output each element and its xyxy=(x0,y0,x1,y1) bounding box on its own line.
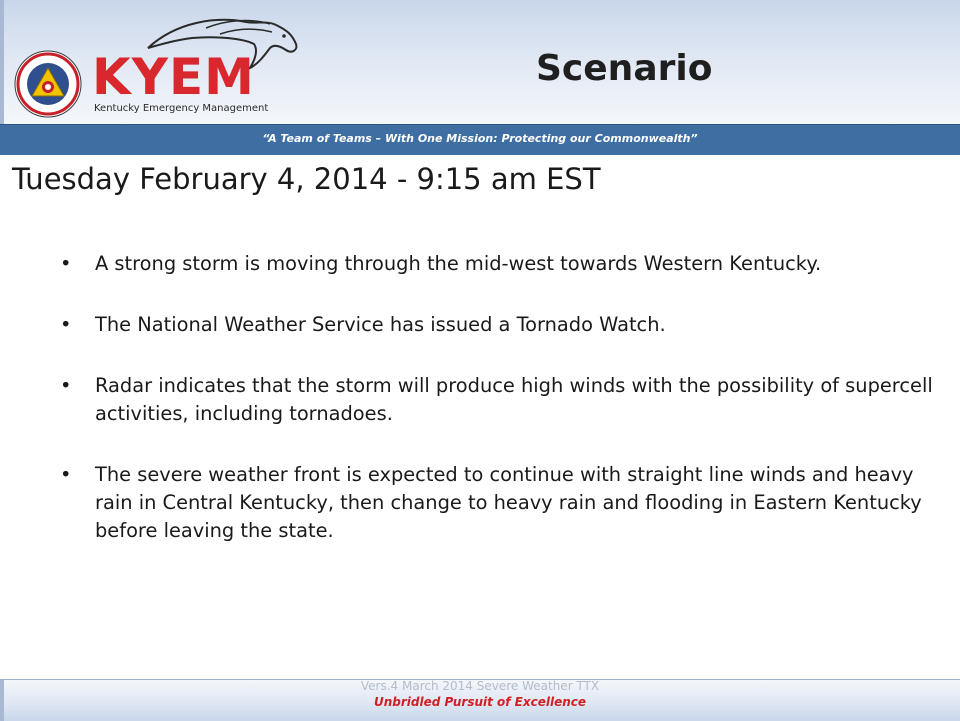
bullet-text: The severe weather front is expected to continue with straight line winds and heavy rain in Central Kentucky, then change to heavy rain and flooding in Eastern Kentucky before leaving the state. xyxy=(95,463,922,542)
footer-version-text: Vers.4 March 2014 Severe Weather TTX xyxy=(360,679,600,693)
bullet-icon: • xyxy=(60,252,72,275)
kentucky-em-seal-icon xyxy=(14,50,82,118)
bullet-item xyxy=(60,311,940,339)
mission-statement: “A Team of Teams – With One Mission: Protecting our Commonwealth” xyxy=(262,132,698,145)
bullet-icon: • xyxy=(60,374,72,397)
bullet-icon: • xyxy=(60,463,72,486)
mission-banner xyxy=(0,124,960,155)
kyem-subtitle: Kentucky Emergency Management xyxy=(94,103,269,114)
bullet-item xyxy=(60,372,940,428)
slide-header xyxy=(0,0,960,124)
bullet-text: The National Weather Service has issued a Tornado Watch. xyxy=(95,313,666,336)
bullet-item xyxy=(60,461,940,545)
kyem-logo xyxy=(14,14,304,118)
bullet-icon: • xyxy=(60,313,72,336)
slide-footer xyxy=(0,679,960,721)
bullet-item xyxy=(60,250,940,278)
bullet-text: Radar indicates that the storm will produce high winds with the possibility of supercell activities, including tornadoes. xyxy=(95,374,933,425)
scenario-bullet-list xyxy=(60,250,940,578)
kyem-brand-text: KYEM xyxy=(92,48,255,106)
scenario-date-heading: Tuesday February 4, 2014 - 9:15 am EST xyxy=(12,162,601,196)
bullet-text: A strong storm is moving through the mid-west towards Western Kentucky. xyxy=(95,252,822,275)
header-accent-bar xyxy=(0,0,4,124)
slide-title: Scenario xyxy=(536,48,713,89)
footer-tagline: Unbridled Pursuit of Excellence xyxy=(373,695,587,709)
